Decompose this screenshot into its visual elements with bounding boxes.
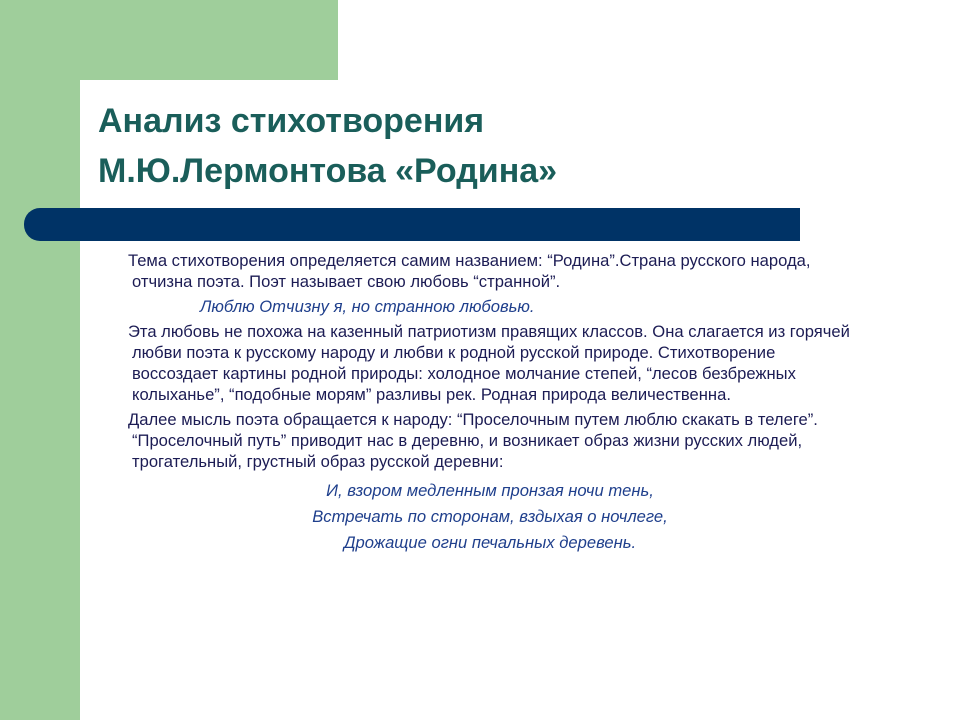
slide-body (120, 250, 860, 556)
poem-line-1: И, взором медленным пронзая ночи тень, (326, 481, 654, 500)
quote-line: Люблю Отчизну я, но странною любовью. (200, 297, 535, 316)
poem-excerpt (120, 478, 860, 556)
decorative-green-top-block (0, 0, 338, 80)
decorative-green-sidebar (0, 0, 80, 720)
paragraph-theme: Тема стихотворения определяется самим названием: “Родина”.Страна русского народа, отчизна поэта. Поэт называет свою любовь “странной”. (128, 251, 811, 291)
slide-title-line-2: М.Ю.Лермонтова «Родина» (98, 152, 558, 190)
decorative-title-bar (24, 208, 800, 241)
slide-title-line-1: Анализ стихотворения (98, 102, 485, 140)
poem-line-2: Встречать по сторонам, вздыхая о ночлеге, (312, 507, 668, 526)
paragraph-love: Эта любовь не похожа на казенный патриотизм правящих классов. Она слагается из горячей любви поэта к русскому народу и любви к родной русской природе. Стихотворение воссоздает картины родной природы: холодное молчание степей, “лесов безбрежных колыханье”, “подобные морям” разливы рек. Родная природа величественна. (128, 322, 850, 404)
poem-line-3: Дрожащие огни печальных деревень. (343, 533, 637, 552)
slide-title (98, 96, 918, 196)
paragraph-people: Далее мысль поэта обращается к народу: “Проселочным путем люблю скакать в телеге”. “Проселочный путь” приводит нас в деревню, и возникает образ жизни русских людей, трогательный, грустный образ русской деревни: (128, 410, 818, 471)
